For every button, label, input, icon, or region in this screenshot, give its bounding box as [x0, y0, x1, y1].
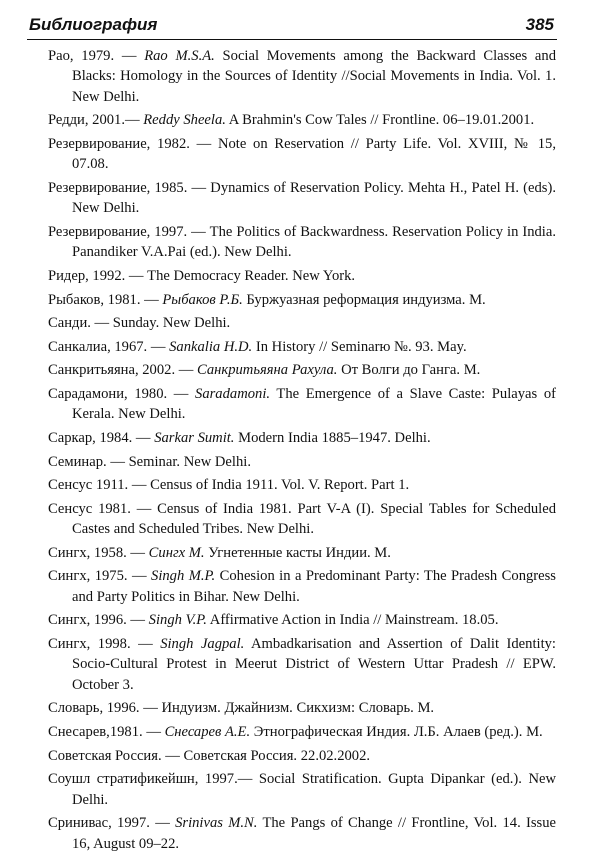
- entry-author: Rao M.S.A.: [144, 48, 215, 64]
- entry-text: Cohesion in a Predominant Party: The Pradesh Congress and Party Politics in Bihar. New Delhi.: [72, 568, 556, 605]
- bibliography-entry: [48, 769, 556, 810]
- entry-key: Сринивас, 1997. —: [48, 815, 176, 832]
- entry-text: Modern India 1885–1947. Delhi.: [234, 429, 431, 446]
- entry-author: Санкритьяяна Рахула.: [197, 362, 338, 379]
- entry-key: Саркар, 1984. —: [48, 429, 155, 446]
- entry-key: Сингх, 1996. —: [48, 612, 149, 629]
- entry-key: Сингх, 1998. —: [48, 635, 161, 652]
- bibliography-entry: [48, 360, 556, 380]
- entry-text: Этнографическая Индия. Л.Б. Алаев (ред.). М.: [250, 723, 543, 740]
- bibliography-entry: [48, 290, 556, 310]
- entry-key: Сарадамони, 1980. —: [48, 385, 196, 402]
- entry-key: Словарь, 1996. —: [48, 700, 162, 717]
- bibliography-entry: [48, 222, 556, 263]
- bibliography-entry: [48, 499, 556, 540]
- entry-text: Census of India 1911. Vol. V. Report. Part 1.: [150, 477, 410, 494]
- entry-author: Снесарев А.Е.: [164, 723, 251, 740]
- entry-author: Singh V.P.: [148, 612, 207, 629]
- entry-author: Singh M.P.: [151, 568, 216, 585]
- page-number: 385: [525, 15, 554, 34]
- entry-text: The Politics of Backwardness. Reservation Policy in India. Panandiker V.A.Pai (ed.). New Delhi.: [72, 224, 556, 261]
- bibliography-entry: [48, 543, 556, 563]
- entry-key: Санкритьяяна, 2002. —: [48, 362, 197, 379]
- entry-key: Ридер, 1992. —: [48, 268, 148, 284]
- entry-text: Sunday. New Delhi.: [112, 315, 231, 332]
- bibliography-entry: [48, 46, 556, 107]
- entry-text: Seminar. New Delhi.: [128, 453, 251, 470]
- entry-text: Советская Россия. 22.02.2002.: [183, 747, 371, 764]
- bibliography-entry: [48, 428, 556, 448]
- entry-key: Санкалиа, 1967. —: [48, 338, 170, 355]
- entry-author: Рыбаков Р.Б.: [162, 291, 243, 308]
- entry-text: Индуизм. Джайнизм. Сикхизм: Словарь. М.: [161, 700, 435, 717]
- bibliography-entry: [48, 634, 556, 695]
- entry-text: Affirmative Action in India // Mainstream. 18.05.: [206, 612, 499, 629]
- entry-key: Советская Россия. —: [48, 747, 184, 764]
- entry-key: Семинар. —: [48, 453, 129, 470]
- bibliography-entry: [48, 313, 556, 333]
- entry-author: Singh Jagpal.: [160, 635, 245, 652]
- bibliography-entry: [48, 746, 556, 766]
- entry-key: Сенсус 1911. —: [48, 477, 151, 494]
- entry-author: Sarkar Sumit.: [154, 429, 235, 446]
- entry-key: Резервирование, 1982. —: [48, 136, 218, 152]
- entry-key: Санди. —: [48, 315, 113, 332]
- bibliography-entry: [48, 722, 556, 742]
- entry-text: Буржуазная реформация индуизма. М.: [242, 291, 486, 308]
- entry-author: Reddy Sheela.: [143, 112, 226, 129]
- bibliography-entry: [48, 337, 556, 357]
- bibliography-list: [48, 46, 556, 857]
- running-header: [27, 13, 557, 40]
- entry-text: In History // Seminаrю №. 93. May.: [252, 338, 467, 355]
- bibliography-entry: [48, 384, 556, 425]
- entry-text: Note on Reservation // Party Life. Vol. XVIII, № 15, 07.08.: [72, 136, 556, 173]
- entry-author: Saradamoni.: [195, 385, 271, 402]
- entry-key: Сенсус 1981. —: [48, 500, 158, 517]
- bibliography-entry: [48, 110, 556, 130]
- entry-text: Ambadkarisation and Assertion of Dalit Identity: Socio-Cultural Protest in Meerut District of Western Uttar Pradesh // EPW. October 3.: [72, 635, 556, 693]
- entry-key: Снесарев,1981. —: [48, 723, 165, 740]
- entry-key: Рыбаков, 1981. —: [48, 291, 163, 308]
- bibliography-entry: [48, 266, 556, 286]
- entry-text: Social Movements among the Backward Classes and Blacks: Homology in the Sources of Identity //Social Movements in India. Vol. 1. New Delhi.: [72, 48, 556, 105]
- bibliography-entry: [48, 698, 556, 718]
- entry-author: Srinivas M.N.: [175, 815, 258, 832]
- entry-key: Редди, 2001.—: [48, 112, 144, 129]
- entry-author: Сингх М.: [148, 544, 205, 561]
- entry-key: Сингх, 1975. —: [48, 568, 152, 585]
- entry-text: От Волги до Ганга. М.: [337, 362, 481, 379]
- entry-key: Резервирование, 1985. —: [48, 180, 211, 196]
- bibliography-entry: [48, 610, 556, 630]
- bibliography-entry: [48, 178, 556, 219]
- entry-text: Угнетенные касты Индии. М.: [204, 544, 391, 561]
- entry-text: The Democracy Reader. New York.: [147, 268, 356, 284]
- bibliography-entry: [48, 134, 556, 175]
- entry-author: Sankalia H.D.: [169, 338, 253, 355]
- entry-text: Census of India 1981. Part V-A (I). Special Tables for Scheduled Castes and Scheduled Tribes. New Delhi.: [72, 500, 556, 538]
- entry-key: Рао, 1979. —: [48, 48, 145, 64]
- section-title: Библиография: [29, 15, 158, 34]
- bibliography-entry: [48, 566, 556, 607]
- entry-text: A Brahmin's Cow Tales // Frontline. 06–19.01.2001.: [225, 112, 535, 129]
- entry-text: The Pangs of Change // Frontline, Vol. 14. Issue 16, August 09–22.: [72, 815, 557, 852]
- bibliography-entry: [48, 475, 556, 495]
- entry-key: Резервирование, 1997. —: [48, 224, 210, 240]
- entry-text: Social Stratification. Gupta Dipankar (ed.). New Delhi.: [72, 771, 556, 808]
- entry-text: Dynamics of Reservation Policy. Mehta H., Patel H. (eds). New Delhi.: [72, 180, 556, 217]
- entry-text: The Emergence of a Slave Caste: Pulayas of Kerala. New Delhi.: [72, 385, 556, 423]
- bibliography-entry: [48, 452, 556, 472]
- entry-key: Соушл стратификейшн, 1997.—: [48, 771, 259, 788]
- entry-key: Сингх, 1958. —: [48, 544, 149, 561]
